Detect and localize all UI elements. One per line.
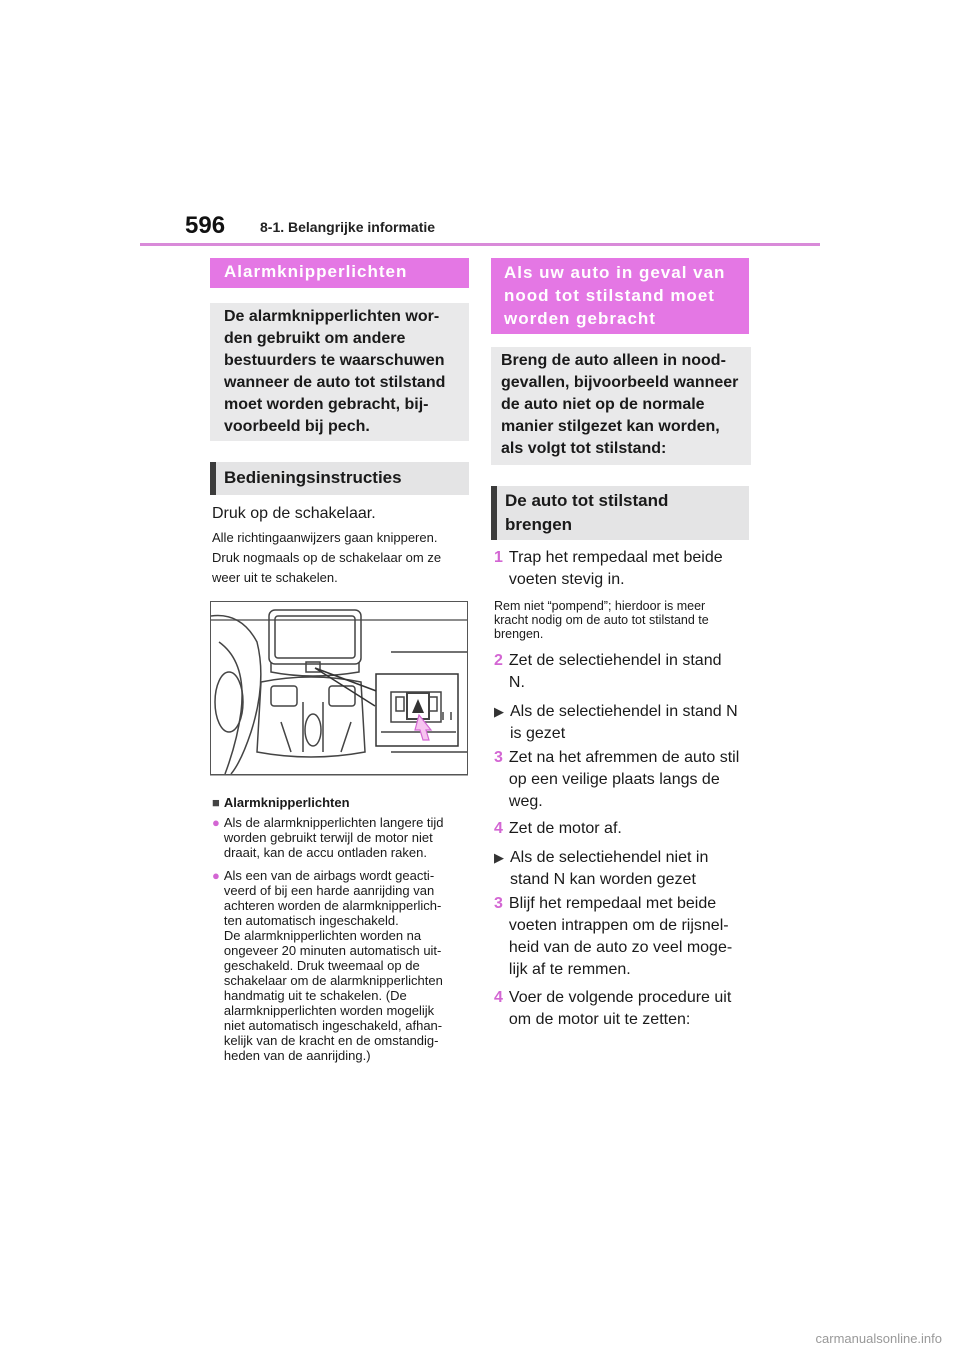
footer-watermark: carmanualsonline.info xyxy=(815,1331,942,1346)
intro-line: Breng de auto alleen in nood- xyxy=(501,352,726,369)
title-line: worden gebracht xyxy=(504,309,656,328)
triangle-bullet-icon: ▶ xyxy=(494,704,504,719)
note-line: draait, kan de accu ontladen raken. xyxy=(223,845,427,860)
step-line: om de motor uit te zetten: xyxy=(508,1011,691,1028)
case-line: is gezet xyxy=(510,725,566,742)
intro-line: als volgt tot stilstand: xyxy=(501,440,667,457)
note-1 xyxy=(212,815,472,860)
note-line: Als de alarmknipperlichten langere tijd xyxy=(223,815,444,830)
note-line: worden gebruikt terwijl de motor niet xyxy=(223,830,433,845)
note-line: brengen. xyxy=(494,627,544,641)
step-4 xyxy=(494,818,622,840)
intro-line: wanneer de auto tot stilstand xyxy=(224,374,446,391)
title-line: Als uw auto in geval van xyxy=(504,263,726,282)
intro-line: manier stilgezet kan worden, xyxy=(501,418,720,435)
step-line: Zet de motor af. xyxy=(508,820,622,837)
note-line: achteren worden de alarmknipperlich- xyxy=(223,898,442,913)
subhead-text: Bedieningsinstructies xyxy=(224,468,402,487)
note-line: handmatig uit te schakelen. (De xyxy=(223,988,407,1003)
step-line: Blijf het rempedaal met beide xyxy=(508,895,717,912)
step-line: voeten intrappen om de rijsnel- xyxy=(508,917,729,934)
step-line: weg. xyxy=(508,793,543,810)
step-line: Trap het rempedaal met beide xyxy=(508,549,723,566)
right-intro-box xyxy=(491,347,751,465)
title-line: nood tot stilstand moet xyxy=(504,286,715,305)
section-title: 8-1. Belangrijke informatie xyxy=(260,219,436,235)
step-1 xyxy=(494,547,723,591)
step-line: lijk af te remmen. xyxy=(508,961,631,978)
detail-line: Druk nogmaals op de schakelaar om ze xyxy=(212,550,442,565)
intro-line: de auto niet op de normale xyxy=(501,396,705,413)
intro-line: voorbeeld bij pech. xyxy=(224,418,370,435)
instruction-text: Druk op de schakelaar. xyxy=(212,505,376,522)
intro-line: De alarmknipperlichten wor- xyxy=(224,308,440,325)
intro-line: gevallen, bijvoorbeeld wanneer xyxy=(501,374,739,391)
square-bullet-icon: ■ xyxy=(212,795,220,810)
note-line: Als een van de airbags wordt geacti- xyxy=(223,868,435,883)
page-number: 596 xyxy=(185,212,226,239)
step-line: N. xyxy=(508,674,525,691)
note-line: ten automatisch ingeschakeld. xyxy=(223,913,399,928)
illustration-underline xyxy=(210,775,468,776)
right-subhead xyxy=(491,486,749,540)
note-line: kracht nodig om de auto tot stilstand te xyxy=(494,613,709,627)
dashboard-drawing xyxy=(211,602,467,774)
step-number: 3 xyxy=(494,749,503,766)
notes-title xyxy=(212,795,350,810)
case-2 xyxy=(494,847,708,891)
left-intro-box xyxy=(210,303,469,441)
left-section-title xyxy=(210,258,469,288)
circle-bullet-icon: ● xyxy=(212,815,220,830)
step-3b xyxy=(494,893,732,981)
detail-line: weer uit te schakelen. xyxy=(212,570,338,585)
right-section-title xyxy=(491,258,749,334)
note-line: schakelaar om de alarmknipperlichten xyxy=(223,973,443,988)
note-line: geschakeld. Druk tweemaal op de xyxy=(223,958,420,973)
step-number: 4 xyxy=(494,820,503,837)
step-line: Voer de volgende procedure uit xyxy=(508,989,732,1006)
step-4b xyxy=(494,987,731,1031)
step-line: heid van de auto zo veel moge- xyxy=(508,939,733,956)
step-line: voeten stevig in. xyxy=(508,571,625,588)
note-line: heden van de aanrijding.) xyxy=(223,1048,371,1063)
header-divider xyxy=(140,243,820,246)
detail-line: Alle richtingaanwijzers gaan knipperen. xyxy=(212,530,438,545)
step-number: 2 xyxy=(494,652,503,669)
subhead-line: brengen xyxy=(505,515,573,534)
note-line: alarmknipperlichten worden mogelijk xyxy=(223,1003,435,1018)
case-line: Als de selectiehendel in stand N xyxy=(510,703,738,720)
step-3 xyxy=(494,747,739,813)
case-line: stand N kan worden gezet xyxy=(510,871,696,888)
left-subhead xyxy=(210,462,469,495)
step-number: 3 xyxy=(494,895,503,912)
step-2 xyxy=(494,650,722,694)
note-line: Rem niet “pompend”; hierdoor is meer xyxy=(494,599,706,613)
triangle-bullet-icon: ▶ xyxy=(494,850,504,865)
note-2 xyxy=(212,868,472,1063)
step-line: op een veilige plaats langs de xyxy=(508,771,720,788)
step-line: Zet na het afremmen de auto stil xyxy=(508,749,740,766)
notes-title-text: Alarmknipperlichten xyxy=(223,795,350,810)
left-title-text: Alarmknipperlichten xyxy=(224,262,408,281)
circle-bullet-icon: ● xyxy=(212,868,220,883)
step-number: 1 xyxy=(494,549,503,566)
instruction-detail xyxy=(212,528,441,588)
step-number: 4 xyxy=(494,989,503,1006)
step-line: Zet de selectiehendel in stand xyxy=(508,652,722,669)
dashboard-illustration xyxy=(210,601,468,775)
subhead-line: De auto tot stilstand xyxy=(505,491,669,510)
case-line: Als de selectiehendel niet in xyxy=(510,849,709,866)
step-1-note xyxy=(494,599,709,641)
intro-line: moet worden gebracht, bij- xyxy=(224,396,429,413)
note-line: veerd of bij een harde aanrijding van xyxy=(223,883,435,898)
case-1 xyxy=(494,701,738,745)
note-line: ongeveer 20 minuten automatisch uit- xyxy=(223,943,442,958)
intro-line: bestuurders te waarschuwen xyxy=(224,352,445,369)
intro-line: den gebruikt om andere xyxy=(224,330,406,347)
note-line: De alarmknipperlichten worden na xyxy=(223,928,422,943)
note-line: kelijk van de kracht en de omstandig- xyxy=(223,1033,439,1048)
note-line: niet automatisch ingeschakeld, afhan- xyxy=(223,1018,443,1033)
